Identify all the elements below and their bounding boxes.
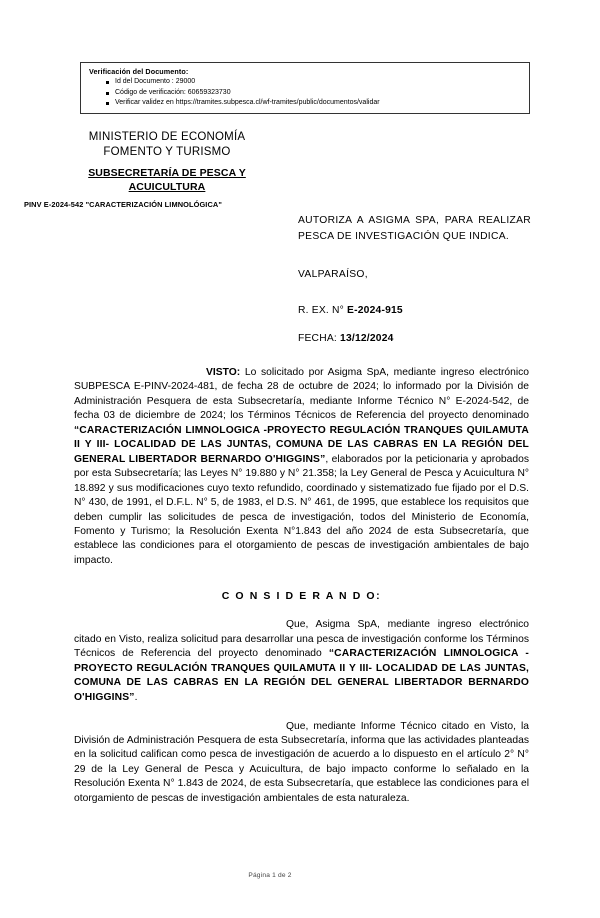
document-verification-box	[80, 62, 530, 114]
page-number-label: Página 1 de 2	[248, 872, 292, 879]
considerando-heading: C O N S I D E R A N D O:	[221, 590, 382, 603]
resolution-number-row	[298, 305, 531, 316]
document-place: VALPARAÍSO,	[298, 269, 368, 280]
visto-text-part-1: Lo solicitado por Asigma SpA, mediante ingreso electrónico SUBPESCA E-PINV-2024-481, de fecha 28 de octubre de 2024; lo informado por la División de Administración Pesquera de esta Subsecretaría, mediante Informe Técnico N° E-2024-542, de fecha 03 de diciembre de 2024; los Términos Técnicos de Referencia del proyecto denominado	[74, 367, 529, 422]
project-title-considerando: “CARACTERIZACIÓN LIMNOLOGICA -PROYECTO REGULACIÓN TRANQUES QUILAMUTA II Y III- LOCALIDAD DE LAS JUNTAS, COMUNA DE LAS CABRAS EN LA REGIÓN DEL GENERAL LIBERTADOR BERNARDO O'HIGGINS”	[74, 648, 530, 703]
organization-header	[24, 130, 292, 209]
document-subject: AUTORIZA A ASIGMA SPA, PARA REALIZAR PESCA DE INVESTIGACIÓN QUE INDICA.	[298, 215, 531, 242]
document-date-row	[298, 333, 531, 344]
paragraph-visto	[74, 366, 529, 568]
resolution-number-value: E-2024-915	[347, 305, 403, 316]
spacer-after-considerando-heading	[74, 602, 529, 618]
project-reference-code: PINV E-2024-542 "CARACTERIZACIÓN LIMNOLÓGICA"	[24, 200, 222, 209]
verification-box-title: Verificación del Documento:	[89, 67, 189, 76]
subsecretaria-line-2: ACUICULTURA	[128, 180, 206, 193]
page-footer	[0, 872, 600, 879]
visto-label: VISTO:	[206, 367, 241, 378]
verification-details-list	[89, 77, 529, 109]
paragraph-considerando-1	[74, 618, 529, 705]
verification-item-url[interactable]: Verificar validez en https://tramites.subpesca.cl/wf-tramites/public/documentos/validar	[115, 98, 529, 109]
document-meta-block	[298, 213, 531, 344]
spacer-before-considerando	[74, 568, 529, 590]
considerando-1-text-part-1: Que, Asigma SpA, mediante ingreso electrónico citado en Visto, realiza solicitud para desarrollar una pesca de investigación conforme los Términos Técnicos de Referencia del proyecto denominado	[74, 619, 529, 660]
ministry-line-1: MINISTERIO DE ECONOMÍA	[88, 131, 246, 143]
resolution-number-label: R. EX. N°	[298, 305, 344, 316]
subsecretaria-line-1: SUBSECRETARÍA DE PESCA Y	[88, 167, 246, 179]
considerando-2-text: Que, mediante Informe Técnico citado en Visto, la División de Administración Pesquera de esta Subsecretaría, informa que las actividades planteadas en la solicitud califican como pesca de investigación de acuerdo a lo dispuesto en el artículo 2° N° 29 de la Ley General de Pesca y Acuicultura, de bajo impacto conforme lo señalado en la Resolución Exenta N° 1.843 de 2024, de esta Subsecretaría, que establece las condiciones para el otorgamiento de pescas de investigación ambientales de esta naturaleza.	[74, 720, 529, 804]
paragraph-considerando-2	[74, 720, 529, 807]
document-date-label: FECHA:	[298, 333, 337, 344]
document-date-value: 13/12/2024	[340, 333, 394, 344]
verification-item-code: Código de verificación: 60659323730	[115, 88, 529, 99]
ministry-line-2: FOMENTO Y TURISMO	[103, 146, 231, 158]
visto-text-part-2: , elaborados por la peticionaria y aprobados por esta Subsecretaría; las Leyes N° 19.880 y N° 21.358; la Ley General de Pesca y Acuicultura N° 18.892 y sus modificaciones cuyo texto refundido, coordinado y sistematizado fue fijado por el D.S. N° 430, de 1991, el D.F.L. N° 5, de 1983, el D.S. N° 461, de 1995, que establece los requisitos que deben cumplir las solicitudes de pesca de investigación, todos del Ministerio de Economía, Fomento y Turismo; la Resolución Exenta N°1.843 del año 2024 de esta Subsecretaría, que establece las condiciones para el otorgamiento de pescas de investigación ambientales de bajo impacto.	[74, 453, 529, 566]
project-title-visto: “CARACTERIZACIÓN LIMNOLOGICA -PROYECTO REGULACIÓN TRANQUES QUILAMUTA II Y III- LOCALIDAD DE LAS JUNTAS, COMUNA DE LAS CABRAS EN LA REGIÓN DEL GENERAL LIBERTADOR BERNARDO O'HIGGINS”	[74, 424, 529, 465]
document-body	[74, 366, 529, 806]
verification-item-document-id: Id del Documento : 29000	[115, 77, 529, 88]
subsecretaria-title	[42, 167, 292, 194]
considerando-1-text-part-2: .	[134, 691, 138, 703]
